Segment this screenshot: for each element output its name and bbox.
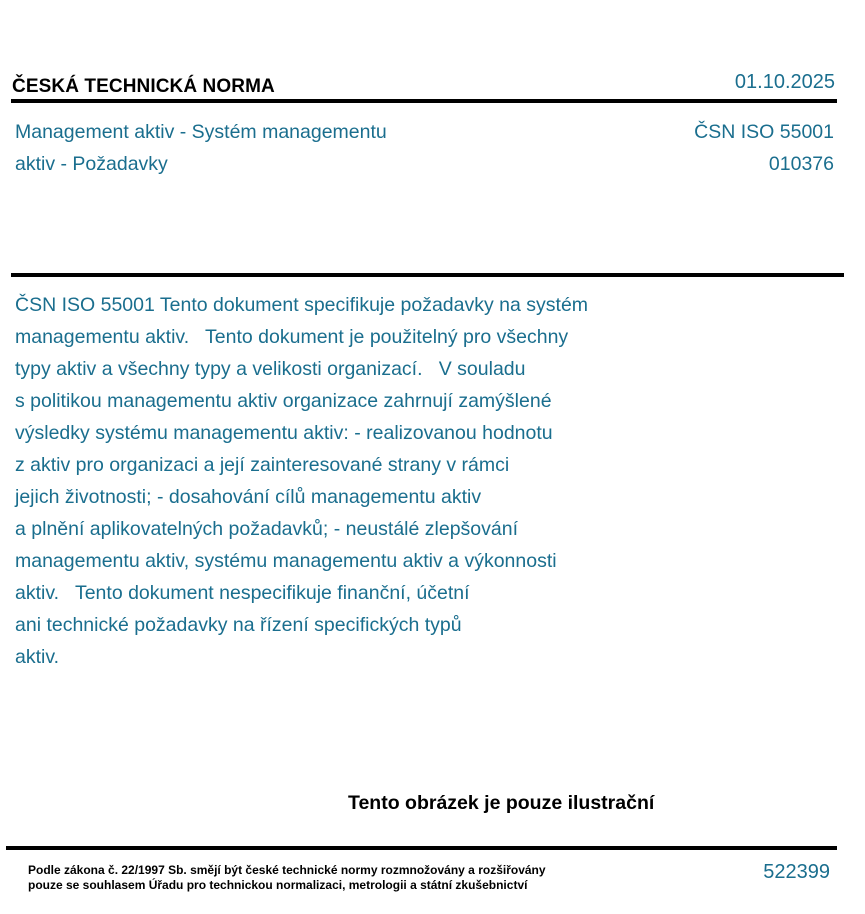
abstract-line: typy aktiv a všechny typy a velikosti organizací. V souladu	[15, 358, 526, 380]
abstract-line: ani technické požadavky na řízení specifických typů	[15, 614, 462, 636]
abstract-line: managementu aktiv, systému managementu aktiv a výkonnosti	[15, 550, 557, 572]
footer-divider	[6, 846, 837, 850]
illustration-disclaimer: Tento obrázek je pouze ilustrační	[348, 792, 655, 814]
abstract-line: a plnění aplikovatelných požadavků; - neustálé zlepšování	[15, 518, 518, 540]
abstract-line: s politikou managementu aktiv organizace zahrnují zamýšlené	[15, 390, 552, 412]
standard-identifiers	[694, 116, 834, 180]
issue-date: 01.10.2025	[734, 71, 835, 93]
standard-title	[15, 116, 445, 180]
abstract-line: aktiv.	[15, 646, 60, 668]
legal-notice	[28, 863, 546, 893]
legal-notice-line: pouze se souhlasem Úřadu pro technickou normalizaci, metrologii a státní zkušebnictví	[28, 878, 528, 892]
abstract-line: z aktiv pro organizaci a její zainteresované strany v rámci	[15, 454, 510, 476]
abstract-line: managementu aktiv. Tento dokument je použitelný pro všechny	[15, 326, 569, 348]
abstract-line: výsledky systému managementu aktiv: - realizovanou hodnotu	[15, 422, 553, 444]
legal-notice-line: Podle zákona č. 22/1997 Sb. smějí být české technické normy rozmnožovány a rozšiřovány	[28, 863, 546, 877]
section-divider	[11, 273, 844, 277]
header-divider	[11, 99, 837, 103]
standard-code: ČSN ISO 55001	[694, 121, 834, 143]
catalog-number: 010376	[768, 153, 834, 175]
document-id: 522399	[763, 861, 830, 883]
abstract-line: ČSN ISO 55001 Tento dokument specifikuje požadavky na systém	[15, 294, 589, 316]
standard-title-line: Management aktiv - Systém managementu	[15, 121, 387, 143]
abstract-line: aktiv. Tento dokument nespecifikuje finanční, účetní	[15, 582, 470, 604]
standard-title-line: aktiv - Požadavky	[15, 153, 168, 175]
abstract-line: jejich životnosti; - dosahování cílů managementu aktiv	[15, 486, 482, 508]
abstract-text	[15, 289, 655, 673]
document-type-heading: ČESKÁ TECHNICKÁ NORMA	[12, 76, 275, 97]
